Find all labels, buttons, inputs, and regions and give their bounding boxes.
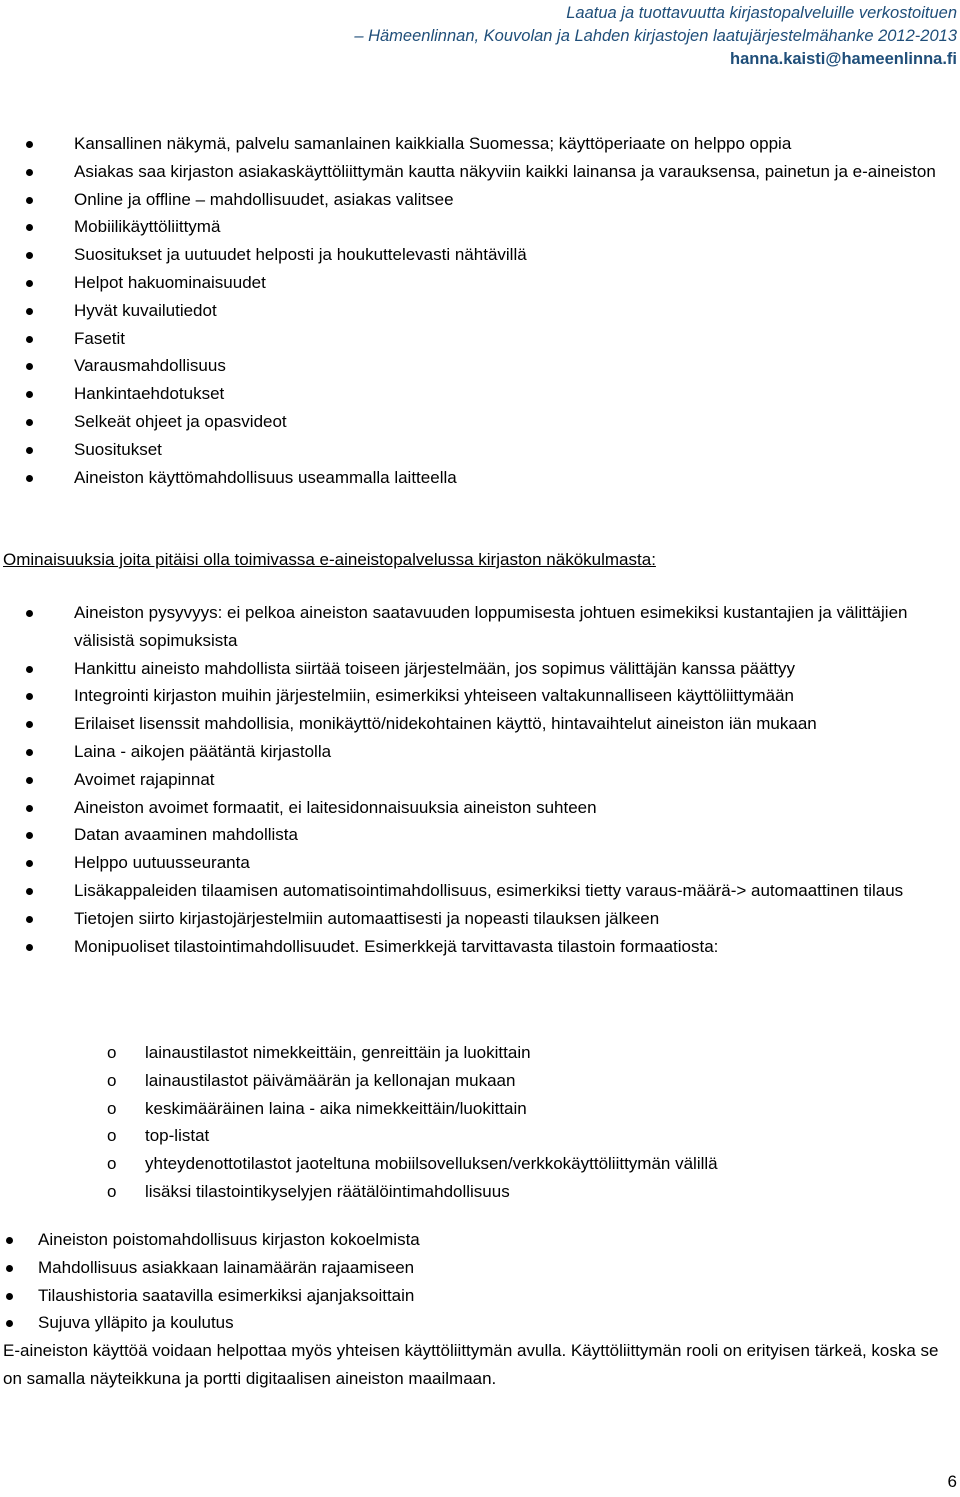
- sublist-item: o yhteydenottotilastot jaoteltuna mobiilsovelluksen/verkkokäyttöliittymän välillä: [0, 1150, 718, 1178]
- page-number: 6: [947, 1472, 957, 1491]
- sublist-item: o lainaustilastot päivämäärän ja kellonajan mukaan: [0, 1067, 718, 1095]
- customer-features-list: [0, 130, 936, 491]
- list-item: Integrointi kirjaston muihin järjestelmiin, esimerkiksi yhteiseen valtakunnalliseen käyttöliittymään: [0, 682, 960, 710]
- sublist-item: o top-listat: [0, 1122, 718, 1150]
- list-item: Aineiston pysyvyys: ei pelkoa aineiston saatavuuden loppumisesta johtuen esimekiksi kustantajien ja välittäjien välisistä sopimuksista: [0, 599, 960, 655]
- list-item: Hankittu aineisto mahdollista siirtää toiseen järjestelmään, jos sopimus välittäjän kanssa päättyy: [0, 655, 960, 683]
- list-item: Hankintaehdotukset: [0, 380, 936, 408]
- list-item: Suositukset: [0, 436, 936, 464]
- list-item: Datan avaaminen mahdollista: [0, 821, 960, 849]
- list-item: Avoimet rajapinnat: [0, 766, 960, 794]
- list-item: Kansallinen näkymä, palvelu samanlainen kaikkialla Suomessa; käyttöperiaate on helppo oppia: [0, 130, 936, 158]
- statistics-sublist: [0, 1039, 718, 1206]
- list-item: Fasetit: [0, 325, 936, 353]
- header-email: hanna.kaisti@hameenlinna.fi: [730, 50, 957, 68]
- list-item: Aineiston avoimet formaatit, ei laitesidonnaisuuksia aineiston suhteen: [0, 794, 960, 822]
- header-project-subtitle: – Hämeenlinnan, Kouvolan ja Lahden kirjastojen laatujärjestelmähanke 2012-2013: [354, 27, 957, 45]
- list-item: Sujuva ylläpito ja koulutus: [0, 1309, 420, 1337]
- list-item: Varausmahdollisuus: [0, 352, 936, 380]
- library-features-list: [0, 599, 960, 960]
- list-item: Tilaushistoria saatavilla esimerkiksi ajanjaksoittain: [0, 1282, 420, 1310]
- list-item: Online ja offline – mahdollisuudet, asiakas valitsee: [0, 186, 936, 214]
- section-heading: Ominaisuuksia joita pitäisi olla toimivassa e-aineistopalvelussa kirjaston näkökulmasta:: [3, 550, 656, 569]
- list-item: Mobiilikäyttöliittymä: [0, 213, 936, 241]
- list-item: Hyvät kuvailutiedot: [0, 297, 936, 325]
- list-item: Monipuoliset tilastointimahdollisuudet. Esimerkkejä tarvittavasta tilastoin formaatiosta:: [0, 933, 960, 961]
- sublist-item: o lainaustilastot nimekkeittäin, genreittäin ja luokittain: [0, 1039, 718, 1067]
- list-item: Helppo uutuusseuranta: [0, 849, 960, 877]
- list-item: Helpot hakuominaisuudet: [0, 269, 936, 297]
- list-item: Aineiston käyttömahdollisuus useammalla laitteella: [0, 464, 936, 492]
- header-project-title: Laatua ja tuottavuutta kirjastopalveluille verkostoituen: [566, 4, 957, 22]
- list-item: Tietojen siirto kirjastojärjestelmiin automaattisesti ja nopeasti tilauksen jälkeen: [0, 905, 960, 933]
- list-item: Suositukset ja uutuudet helposti ja houkuttelevasti nähtävillä: [0, 241, 936, 269]
- sublist-item: o lisäksi tilastointikyselyjen räätälöintimahdollisuus: [0, 1178, 718, 1206]
- list-item: Asiakas saa kirjaston asiakaskäyttöliittymän kautta näkyviin kaikki lainansa ja varauksensa, painetun ja e-aineiston: [0, 158, 936, 186]
- list-item: Erilaiset lisenssit mahdollisia, monikäyttö/nidekohtainen käyttö, hintavaihtelut aineiston iän mukaan: [0, 710, 960, 738]
- page-header: [354, 2, 957, 71]
- list-item: Laina - aikojen päätäntä kirjastolla: [0, 738, 960, 766]
- list-item: Aineiston poistomahdollisuus kirjaston kokoelmista: [0, 1226, 420, 1254]
- list-item: Selkeät ohjeet ja opasvideot: [0, 408, 936, 436]
- sublist-item: o keskimääräinen laina - aika nimekkeittäin/luokittain: [0, 1095, 718, 1123]
- summary-paragraph: E-aineiston käyttöä voidaan helpottaa myös yhteisen käyttöliittymän avulla. Käyttöliittymän rooli on erityisen tärkeä, koska se on samalla näyteikkuna ja portti digitaalisen aineiston maailmaan.: [3, 1341, 939, 1388]
- list-item: Mahdollisuus asiakkaan lainamäärän rajaamiseen: [0, 1254, 420, 1282]
- list-item: Lisäkappaleiden tilaamisen automatisointimahdollisuus, esimerkiksi tietty varaus-määrä-> automaattinen tilaus: [0, 877, 960, 905]
- additional-features-list: [0, 1226, 420, 1337]
